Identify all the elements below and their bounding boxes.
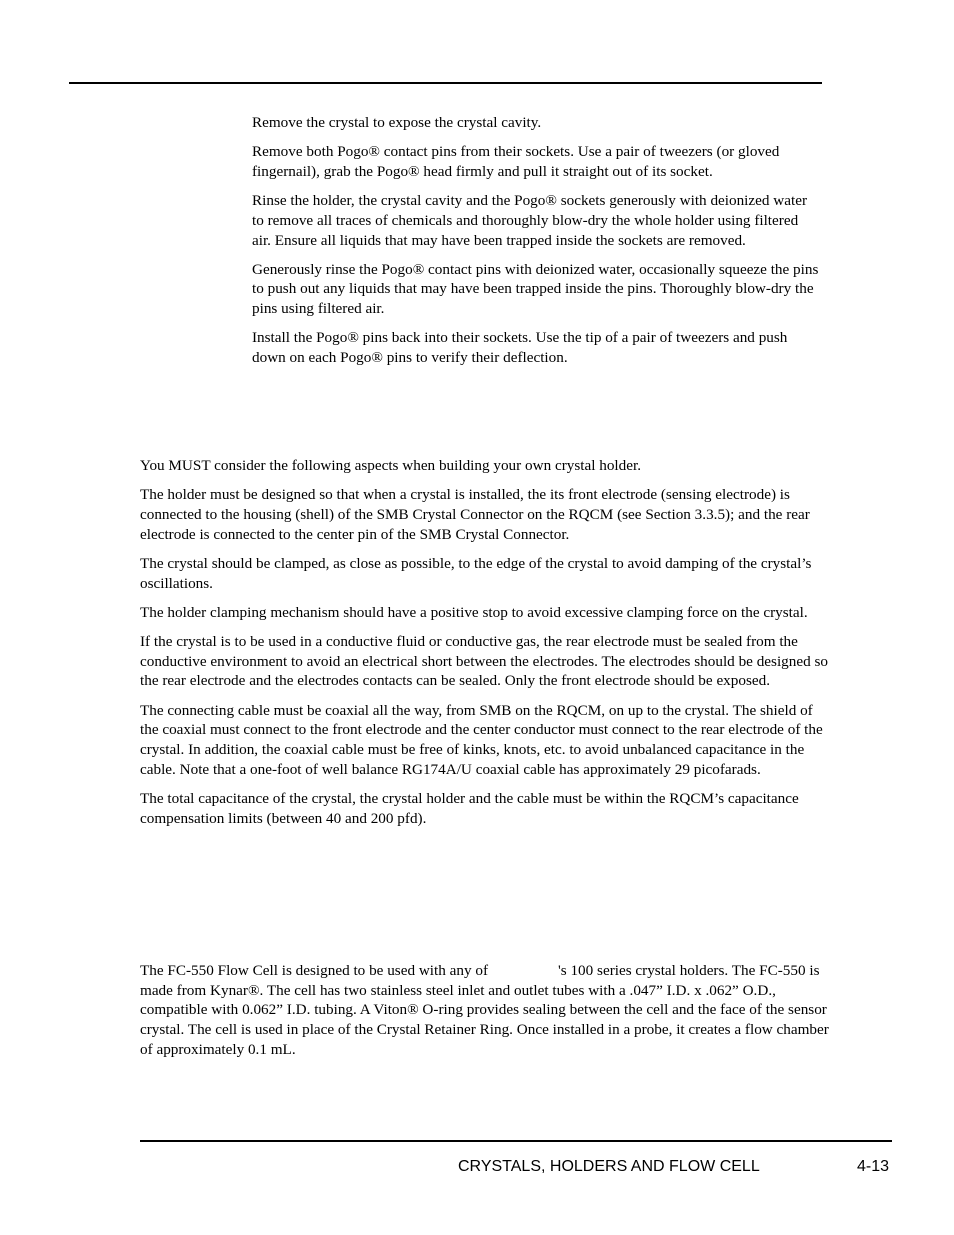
holder-guidelines	[140, 456, 830, 838]
step-paragraph: Remove the crystal to expose the crystal cavity.	[252, 114, 542, 131]
step-paragraph: Remove both Pogo® contact pins from their sockets. Use a pair of tweezers (or gloved fingernail), grab the Pogo® head firmly and pull it straight out of its socket.	[252, 143, 780, 180]
footer-chapter-title: CRYSTALS, HOLDERS AND FLOW CELL	[458, 1158, 760, 1175]
step-paragraph: Install the Pogo® pins back into their sockets. Use the tip of a pair of tweezers and push down on each Pogo® pins to verify their deflection.	[252, 329, 788, 367]
flow-cell-paragraph	[140, 961, 830, 1060]
guideline-paragraph: The holder clamping mechanism should have a positive stop to avoid excessive clamping force on the crystal.	[140, 603, 808, 621]
guideline-paragraph: If the crystal is to be used in a conductive fluid or conductive gas, the rear electrode must be sealed from the conductive environment to avoid an electrical short between the electrodes. The electrodes should be designed so the rear electrode and the electrodes contacts can be sealed. Only the front electrode should be exposed.	[140, 632, 828, 690]
guideline-paragraph: The total capacitance of the crystal, the crystal holder and the cable must be within the RQCM’s capacitance compensation limits (between 40 and 200 pfd).	[140, 789, 799, 827]
step-paragraph: Rinse the holder, the crystal cavity and the Pogo® sockets generously with deionized water to remove all traces of chemicals and thoroughly blow-dry the whole holder using filtered air. Ensure all liquids that may have been trapped inside the sockets are removed.	[252, 192, 808, 249]
guideline-paragraph: The holder must be designed so that when a crystal is installed, the its front electrode (sensing electrode) is connected to the housing (shell) of the SMB Crystal Connector on the RQCM (see Section 3.3.5); and the rear electrode is connected to the center pin of the SMB Crystal Connector.	[140, 486, 810, 543]
flow-cell-text-rest: 's 100 series crystal holders. The FC-550 is made from Kynar®. The cell has two stainless steel inlet and outlet tubes with a .047” I.D. x .062” O.D., compatible with 0.062” I.D. tubing. A Viton® O-ring provides sealing between the cell and the face of the sensor crystal. The cell is used in place of the Crystal Retainer Ring. Once installed in a probe, it creates a flow chamber of approximately 0.1 mL.	[140, 962, 829, 1058]
footer-rule	[140, 1140, 892, 1142]
guideline-paragraph: You MUST consider the following aspects when building your own crystal holder.	[140, 457, 641, 474]
cleaning-steps	[252, 113, 820, 377]
header-rule	[69, 82, 822, 84]
step-paragraph: Generously rinse the Pogo® contact pins with deionized water, occasionally squeeze the pins to push out any liquids that may have been trapped inside the pins. Thoroughly blow-dry the pins using filtered air.	[252, 260, 819, 318]
flow-cell-text-start: The FC-550 Flow Cell is designed to be used with any of	[140, 962, 489, 979]
guideline-paragraph: The connecting cable must be coaxial all the way, from SMB on the RQCM, on up to the crystal. The shield of the coaxial must connect to the front electrode and the center conductor must connect to the rear electrode of the crystal. In addition, the coaxial cable must be free of kinks, knots, etc. to avoid unbalanced capacitance in the cable. Note that a one-foot of well balance RG174A/U coaxial cable has approximately 29 picofarads.	[140, 701, 823, 778]
guideline-paragraph: The crystal should be clamped, as close as possible, to the edge of the crystal to avoid damping of the crystal’s oscillations.	[140, 554, 812, 592]
flow-cell-description	[140, 961, 830, 1060]
footer-page-number: 4-13	[857, 1158, 890, 1175]
